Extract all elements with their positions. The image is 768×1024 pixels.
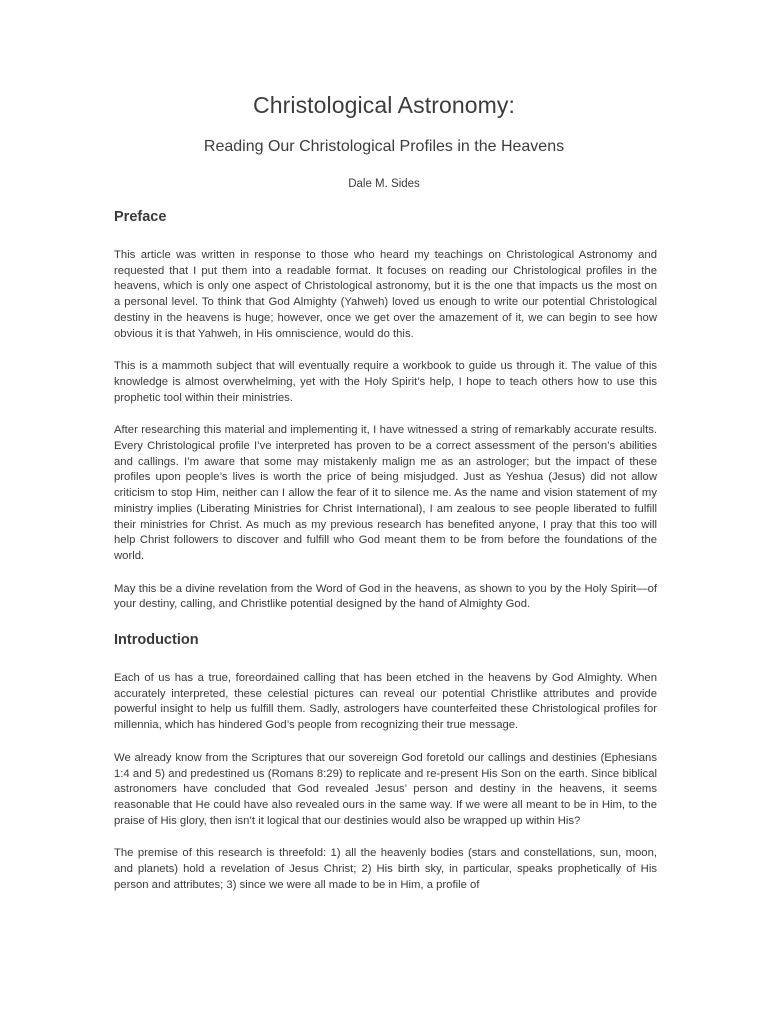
document-subtitle: Reading Our Christological Profiles in the Heavens bbox=[203, 138, 565, 155]
preface-heading: Preface bbox=[114, 209, 167, 225]
introduction-paragraph-3: The premise of this research is threefold: 1) all the heavenly bodies (stars and constellations, sun, moon, and planets) hold a revelation of Jesus Christ; 2) His birth sky, in particular, speaks prophetically of His person and attributes; 3) since we were all made to be in Him, a profile of bbox=[114, 847, 657, 891]
introduction-section bbox=[114, 630, 657, 893]
preface-paragraph-3: After researching this material and implementing it, I have witnessed a string of remarkably accurate results. Every Christological profile I’ve interpreted has proven to be a correct assessment of the person’s abilities and callings. I’m aware that some may mistakenly malign me as an astrologer; but the impact of these profiles upon people’s lives is worth the price of being misjudged. Just as Yeshua (Jesus) did not allow criticism to stop Him, neither can I allow the fear of it to silence me. As the name and vision statement of my ministry implies (Liberating Ministries for Christ International), I am zealous to see people liberated to fulfill their ministries for Christ. As much as my previous research has benefited anyone, I pray that this too will help Christ followers to discover and fulfill who God meant them to be from before the foundations of the world. bbox=[114, 424, 657, 562]
preface-paragraph-2: This is a mammoth subject that will eventually require a workbook to guide us through it. The value of this knowledge is almost overwhelming, yet with the Holy Spirit’s help, I hope to teach others how to use this prophetic tool within their ministries. bbox=[114, 360, 657, 404]
preface-paragraph-1: This article was written in response to those who heard my teachings on Christological Astronomy and requested that I put them into a readable format. It focuses on reading our Christological profiles in the heavens, which is only one aspect of Christological astronomy, but it is the one that impacts us the most on a personal level. To think that God Almighty (Yahweh) loved us enough to write our potential Christological destiny in the heavens is huge; however, once we get over the amazement of it, we can begin to see how obvious it is that Yahweh, in His omniscience, would do this. bbox=[114, 249, 657, 340]
introduction-paragraph-2: We already know from the Scriptures that our sovereign God foretold our callings and destinies (Ephesians 1:4 and 5) and predestined us (Romans 8:29) to replicate and re-present His Son on the earth. Since biblical astronomers have concluded that God revealed Jesus’ person and destiny in the heavens, it seems reasonable that He could have also revealed ours in the same way. If we were all meant to be in Him, to the praise of His glory, then isn’t it logical that our destinies would also be wrapped up within His? bbox=[114, 751, 657, 827]
document-author: Dale M. Sides bbox=[348, 178, 420, 190]
introduction-heading: Introduction bbox=[114, 632, 199, 649]
preface-section bbox=[114, 207, 657, 613]
document-body bbox=[114, 207, 657, 894]
document-title: Christological Astronomy: bbox=[253, 92, 515, 118]
introduction-paragraph-1: Each of us has a true, foreordained calling that has been etched in the heavens by God Almighty. When accurately interpreted, these celestial pictures can reveal our potential Christlike attributes and provide powerful insight to help us fulfill them. Sadly, astrologers have counterfeited these Christological profiles for millennia, which has hindered God’s people from recognizing their true message. bbox=[114, 672, 657, 732]
preface-paragraph-4: May this be a divine revelation from the Word of God in the heavens, as shown to you by the Holy Spirit—of your destiny, calling, and Christlike potential designed by the hand of Almighty God. bbox=[114, 582, 657, 611]
